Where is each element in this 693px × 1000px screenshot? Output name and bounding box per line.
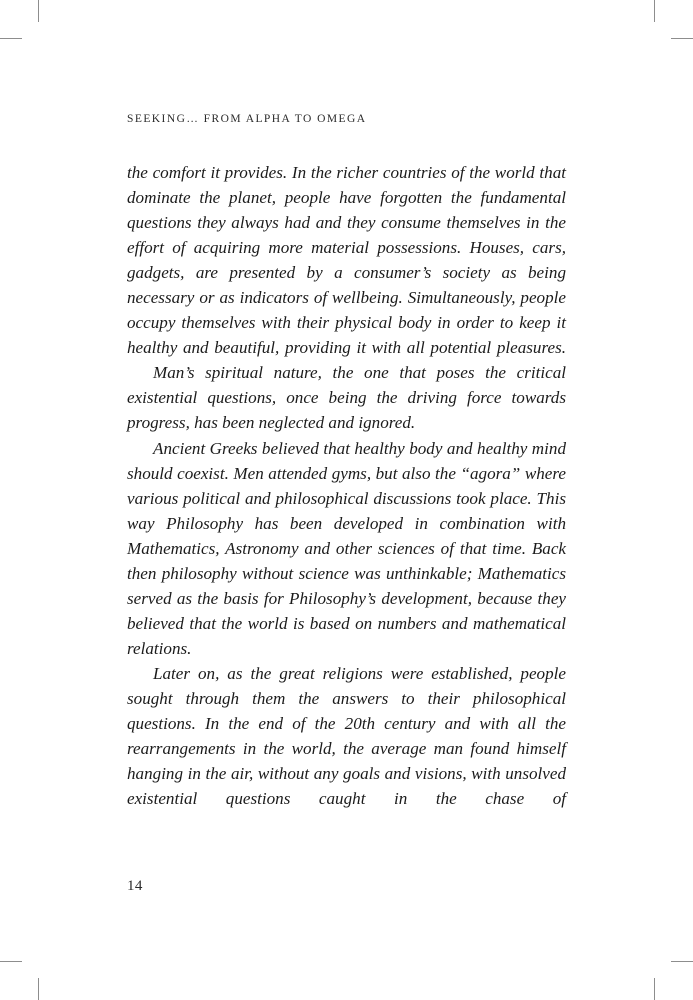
paragraph-later-on: Later on, as the great religions were established, people sought through them the answers to their philosophical questions. In the end of the 20th century and with all the rearrangements in the world, the average man found himself hanging in the air, without any goals and visions, with unsolved existential questions caught in the chase of [127,663,566,809]
running-head: SEEKING… FROM ALPHA TO OMEGA [127,113,367,125]
crop-mark-top-right-horizontal [671,38,693,39]
crop-mark-bottom-left-horizontal [0,961,22,962]
body-text-block [127,160,566,811]
crop-mark-bottom-right-horizontal [671,961,693,962]
crop-mark-top-left-horizontal [0,38,22,39]
paragraph-ancient-greeks: Ancient Greeks believed that healthy body and healthy mind should coexist. Men attended gyms, but also the “agora” where various political and philosophical discussions took place. This way Philosophy has been developed in combination with Mathematics, Astronomy and other sciences of that time. Back then philosophy without science was unthinkable; Mathematics served as the basis for Philosophy’s development, because they believed that the world is based on numbers and mathematical relations. [127,438,566,658]
paragraph-spiritual-nature: Man’s spiritual nature, the one that poses the critical existential questions, once being the driving force towards progress, has been neglected and ignored. [127,363,566,433]
crop-mark-top-right-vertical [654,0,655,22]
paragraph-continued: the comfort it provides. In the richer countries of the world that dominate the planet, people have forgotten the fundamental questions they always had and they consume themselves in the effort of acquiring more material possessions. Houses, cars, gadgets, are presented by a consumer’s society as being necessary or as indicators of wellbeing. Simultaneously, people occupy themselves with their physical body in order to keep it healthy and beautiful, providing it with all potential pleasures. [127,163,566,358]
crop-mark-top-left-vertical [38,0,39,22]
page-number: 14 [127,878,143,894]
crop-mark-bottom-right-vertical [654,978,655,1000]
crop-mark-bottom-left-vertical [38,978,39,1000]
